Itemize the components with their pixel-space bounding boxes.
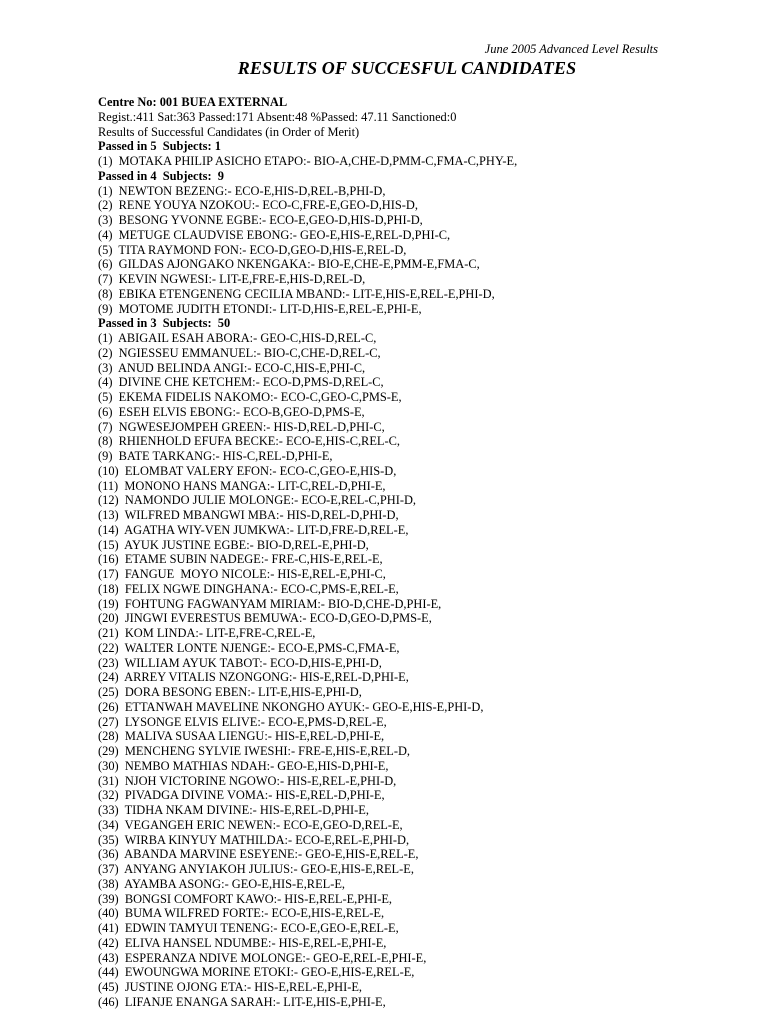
candidate-entry: (10) ELOMBAT VALERY EFON:- ECO-C,GEO-E,HIS-D, [98, 463, 397, 478]
candidate-entry: (20) JINGWI EVERESTUS BEMUWA:- ECO-D,GEO-D,PMS-E, [98, 611, 432, 626]
results-groups [98, 139, 738, 1009]
candidate-entry: (8) EBIKA ETENGENENG CECILIA MBAND:- LIT-E,HIS-E,REL-E,PHI-D, [98, 286, 495, 301]
statistics-line: Regist.:411 Sat:363 Passed:171 Absent:48 %Passed: 47.11 Sanctioned:0 [98, 109, 457, 124]
candidate-entry: (6) ESEH ELVIS EBONG:- ECO-B,GEO-D,PMS-E, [98, 404, 365, 419]
candidate-entry: (46) LIFANJE ENANGA SARAH:- LIT-E,HIS-E,PHI-E, [98, 994, 386, 1009]
candidate-entry: (17) FANGUE MOYO NICOLE:- HIS-E,REL-E,PHI-C, [98, 567, 386, 581]
candidate-entry: (21) KOM LINDA:- LIT-E,FRE-C,REL-E, [98, 626, 316, 640]
candidate-entry: (27) LYSONGE ELVIS ELIVE:- ECO-E,PMS-D,REL-E, [98, 714, 387, 729]
intro-line: Results of Successful Candidates (in Order of Merit) [98, 124, 360, 139]
candidate-entry: (7) NGWESEJOMPEH GREEN:- HIS-D,REL-D,PHI-C, [98, 419, 385, 434]
candidate-entry: (11) MONONO HANS MANGA:- LIT-C,REL-D,PHI-E, [98, 478, 386, 493]
candidate-entry: (7) KEVIN NGWESI:- LIT-E,FRE-E,HIS-D,REL-D, [98, 272, 366, 286]
candidate-entry: (39) BONGSI COMFORT KAWO:- HIS-E,REL-E,PHI-E, [98, 891, 393, 906]
group-heading: Passed in 4 Subjects: 9 [98, 168, 224, 183]
centre-line: Centre No: 001 BUEA EXTERNAL [98, 95, 288, 109]
candidate-entry: (25) DORA BESONG EBEN:- LIT-E,HIS-E,PHI-D, [98, 685, 362, 699]
candidate-entry: (29) MENCHENG SYLVIE IWESHI:- FRE-E,HIS-E,REL-D, [98, 744, 411, 758]
candidate-entry: (32) PIVADGA DIVINE VOMA:- HIS-E,REL-D,PHI-E, [98, 788, 385, 803]
candidate-entry: (28) MALIVA SUSAA LIENGU:- HIS-E,REL-D,PHI-E, [98, 729, 385, 744]
candidate-entry: (8) RHIENHOLD EFUFA BECKE:- ECO-E,HIS-C,REL-C, [98, 434, 400, 449]
candidate-entry: (5) TITA RAYMOND FON:- ECO-D,GEO-D,HIS-E,REL-D, [98, 242, 407, 257]
candidate-entry: (23) WILLIAM AYUK TABOT:- ECO-D,HIS-E,PHI-D, [98, 655, 382, 670]
candidate-entry: (16) ETAME SUBIN NADEGE:- FRE-C,HIS-E,REL-E, [98, 552, 383, 567]
candidate-entry: (19) FOHTUNG FAGWANYAM MIRIAM:- BIO-D,CHE-D,PHI-E, [98, 596, 442, 611]
candidate-entry: (2) NGIESSEU EMMANUEL:- BIO-C,CHE-D,REL-C, [98, 345, 381, 360]
candidate-entry: (24) ARREY VITALIS NZONGONG:- HIS-E,REL-D,PHI-E, [98, 670, 409, 685]
candidate-entry: (13) WILFRED MBANGWI MBA:- HIS-D,REL-D,PHI-D, [98, 508, 399, 522]
candidate-entry: (2) RENE YOUYA NZOKOU:- ECO-C,FRE-E,GEO-D,HIS-D, [98, 198, 418, 213]
candidate-entry: (9) MOTOME JUDITH ETONDI:- LIT-D,HIS-E,REL-E,PHI-E, [98, 301, 422, 316]
candidate-entry: (14) AGATHA WIY-VEN JUMKWA:- LIT-D,FRE-D,REL-E, [98, 522, 409, 537]
candidate-entry: (3) BESONG YVONNE EGBE:- ECO-E,GEO-D,HIS-D,PHI-D, [98, 213, 423, 227]
candidate-entry: (26) ETTANWAH MAVELINE NKONGHO AYUK:- GEO-E,HIS-E,PHI-D, [98, 699, 484, 714]
candidate-entry: (36) ABANDA MARVINE ESEYENE:- GEO-E,HIS-E,REL-E, [98, 847, 419, 862]
candidate-entry: (44) EWOUNGWA MORINE ETOKI:- GEO-E,HIS-E,REL-E, [98, 965, 415, 980]
candidate-entry: (45) JUSTINE OJONG ETA:- HIS-E,REL-E,PHI-E, [98, 980, 362, 994]
candidate-entry: (33) TIDHA NKAM DIVINE:- HIS-E,REL-D,PHI-E, [98, 803, 369, 817]
group-heading: Passed in 3 Subjects: 50 [98, 316, 231, 331]
document-body [98, 95, 738, 1010]
candidate-entry: (6) GILDAS AJONGAKO NKENGAKA:- BIO-E,CHE-E,PMM-E,FMA-C, [98, 257, 480, 272]
candidate-entry: (22) WALTER LONTE NJENGE:- ECO-E,PMS-C,FMA-E, [98, 640, 400, 655]
candidate-entry: (31) NJOH VICTORINE NGOWO:- HIS-E,REL-E,PHI-D, [98, 773, 397, 788]
candidate-entry: (4) METUGE CLAUDVISE EBONG:- GEO-E,HIS-E,REL-D,PHI-C, [98, 227, 451, 242]
candidate-entry: (40) BUMA WILFRED FORTE:- ECO-E,HIS-E,REL-E, [98, 906, 385, 921]
candidate-entry: (30) NEMBO MATHIAS NDAH:- GEO-E,HIS-D,PHI-E, [98, 758, 389, 773]
candidate-entry: (41) EDWIN TAMYUI TENENG:- ECO-E,GEO-E,REL-E, [98, 921, 399, 935]
candidate-entry: (35) WIRBA KINYUY MATHILDA:- ECO-E,REL-E,PHI-D, [98, 832, 410, 847]
document-header: June 2005 Advanced Level Results [484, 42, 658, 56]
candidate-entry: (1) NEWTON BEZENG:- ECO-E,HIS-D,REL-B,PHI-D, [98, 183, 386, 198]
candidate-entry: (1) MOTAKA PHILIP ASICHO ETAPO:- BIO-A,CHE-D,PMM-C,FMA-C,PHY-E, [98, 154, 518, 168]
document-title: RESULTS OF SUCCESFUL CANDIDATES [237, 58, 577, 78]
candidate-entry: (12) NAMONDO JULIE MOLONGE:- ECO-E,REL-C,PHI-D, [98, 493, 416, 508]
candidate-entry: (34) VEGANGEH ERIC NEWEN:- ECO-E,GEO-D,REL-E, [98, 817, 403, 832]
candidate-entry: (1) ABIGAIL ESAH ABORA:- GEO-C,HIS-D,REL-C, [98, 331, 377, 345]
candidate-entry: (9) BATE TARKANG:- HIS-C,REL-D,PHI-E, [98, 449, 333, 463]
candidate-entry: (18) FELIX NGWE DINGHANA:- ECO-C,PMS-E,REL-E, [98, 581, 399, 596]
candidate-entry: (42) ELIVA HANSEL NDUMBE:- HIS-E,REL-E,PHI-E, [98, 935, 387, 950]
candidate-entry: (4) DIVINE CHE KETCHEM:- ECO-D,PMS-D,REL-C, [98, 375, 384, 390]
group-heading: Passed in 5 Subjects: 1 [98, 139, 221, 154]
candidate-entry: (3) ANUD BELINDA ANGI:- ECO-C,HIS-E,PHI-C, [98, 360, 366, 375]
candidate-entry: (5) EKEMA FIDELIS NAKOMO:- ECO-C,GEO-C,PMS-E, [98, 390, 402, 404]
candidate-entry: (38) AYAMBA ASONG:- GEO-E,HIS-E,REL-E, [98, 876, 346, 891]
candidate-entry: (37) ANYANG ANYIAKOH JULIUS:- GEO-E,HIS-E,REL-E, [98, 862, 414, 876]
candidate-entry: (43) ESPERANZA NDIVE MOLONGE:- GEO-E,REL-E,PHI-E, [98, 950, 427, 965]
candidate-entry: (15) AYUK JUSTINE EGBE:- BIO-D,REL-E,PHI-D, [98, 537, 369, 552]
